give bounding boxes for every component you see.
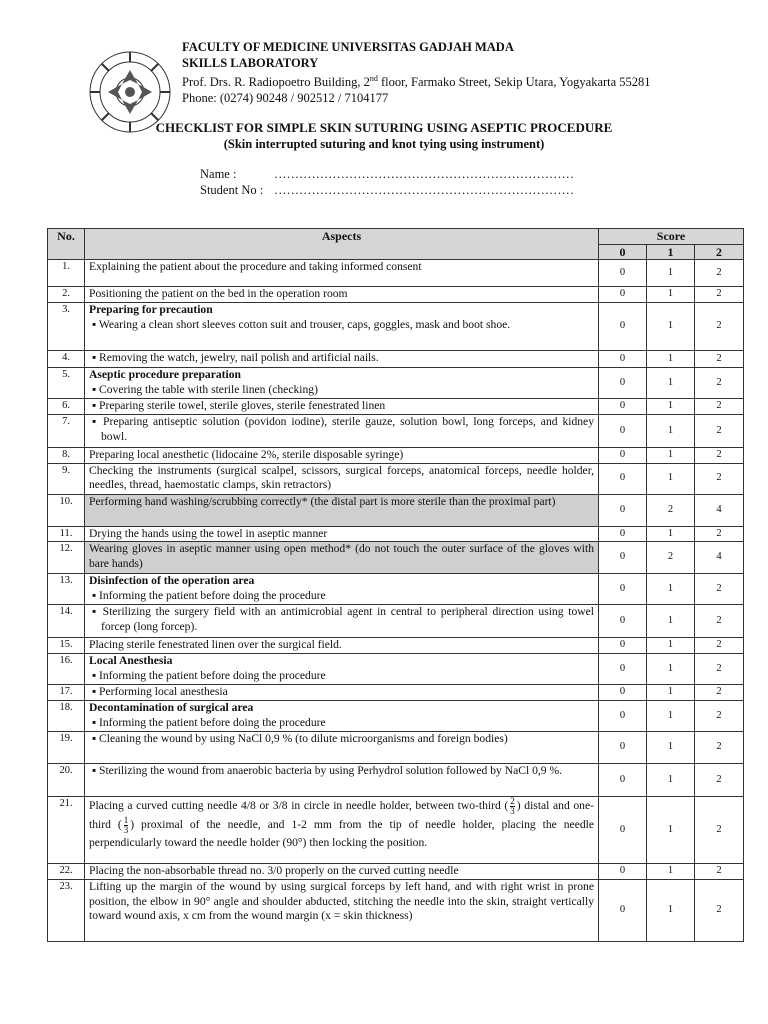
score-cell-2[interactable]: 2 [695,287,744,303]
score-cell-1[interactable]: 1 [647,287,695,303]
section-heading: Disinfection of the operation area [89,574,255,587]
checklist-table [47,228,744,942]
score-cell-2[interactable]: 2 [695,351,744,368]
row-aspect [85,368,599,399]
bullet-icon: ▪ [92,764,100,777]
score-cell-2[interactable]: 2 [695,368,744,399]
aspect-text [89,383,594,398]
score-cell-1[interactable]: 1 [647,764,695,797]
fraction-two-third: $\frac{2}{3}$ [510,796,515,816]
document-header [88,38,748,120]
row-number: 8. [48,448,85,464]
aspect-text [89,716,594,731]
table-row [48,415,744,448]
score-cell-2[interactable]: 2 [695,654,744,685]
row-aspect [85,542,599,574]
bullet-icon: ▪ [92,399,100,412]
score-cell-0[interactable]: 0 [599,880,647,942]
score-cell-1[interactable]: 1 [647,864,695,880]
row-number: 14. [48,605,85,638]
page-subtitle: (Skin interrupted suturing and knot tying using instrument) [223,137,545,151]
score-cell-2[interactable]: 2 [695,685,744,701]
row-aspect [85,415,599,448]
header-text [182,40,651,106]
bullet-icon: ▪ [92,605,103,618]
table-row [48,542,744,574]
lab-name: SKILLS LABORATORY [182,55,319,70]
aspect-text-content: Cleaning the wound by using NaCl 0,9 % (to dilute microorganisms and foreign bodies) [99,732,508,745]
score-cell-2[interactable]: 2 [695,526,744,542]
row-aspect [85,638,599,654]
table-row [48,880,744,942]
row-aspect [85,764,599,797]
aspect-text-b: ) distal and one-third ( [89,799,594,832]
score-cell-2[interactable]: 2 [695,880,744,942]
aspect-text: Placing the non-absorbable thread no. 3/0 properly on the curved cutting needle [89,864,459,877]
score-cell-0[interactable]: 0 [599,605,647,638]
score-header-1: 1 [647,244,695,260]
bullet-icon: ▪ [92,351,100,364]
row-number: 2. [48,287,85,303]
row-number: 12. [48,542,85,574]
row-number: 19. [48,732,85,764]
table-row [48,732,744,764]
faculty-name: FACULTY OF MEDICINE UNIVERSITAS GADJAH MADA [182,40,514,54]
aspect-text-content: Preparing antiseptic solution (povidon iodine), sterile gauze, solution bowl, long forceps, and kidney bowl. [101,415,594,443]
table-row [48,368,744,399]
score-cell-0[interactable]: 0 [599,448,647,464]
score-cell-2[interactable]: 4 [695,542,744,574]
score-cell-2[interactable]: 2 [695,864,744,880]
score-cell-2[interactable]: 2 [695,260,744,287]
aspect-text-content: Sterilizing the surgery field with an antimicrobial agent in central to peripheral direction using towel forcep (long forcep). [101,605,594,633]
aspect-text-content: Removing the watch, jewelry, nail polish and artificial nails. [99,351,379,364]
row-number: 13. [48,574,85,605]
row-aspect [85,494,599,526]
score-cell-0[interactable]: 0 [599,526,647,542]
table-row [48,399,744,415]
row-aspect [85,574,599,605]
aspect-text: Wearing gloves in aseptic manner using open method* (do not touch the outer surface of the gloves with bare hands) [89,542,594,570]
score-cell-0[interactable]: 0 [599,864,647,880]
score-cell-0[interactable]: 0 [599,732,647,764]
bullet-icon: ▪ [92,715,100,729]
score-cell-0[interactable]: 0 [599,574,647,605]
score-cell-0[interactable]: 0 [599,494,647,526]
aspect-text-content: Informing the patient before doing the procedure [99,588,326,602]
row-number: 9. [48,463,85,494]
aspect-text: Checking the instruments (surgical scalpel, scissors, surgical forceps, anatomical forceps, needle holder, needles, thread, haemostatic clamps, skin retractors) [89,463,594,491]
row-number: 11. [48,526,85,542]
aspect-text [89,732,594,747]
aspect-text-content: Wearing a clean short sleeves cotton suit and trouser, caps, goggles, mask and boot shoe. [98,317,511,331]
score-cell-1[interactable]: 1 [647,685,695,701]
row-aspect [85,605,599,638]
row-number: 21. [48,797,85,864]
table-row [48,494,744,526]
score-cell-2[interactable]: 2 [695,638,744,654]
row-aspect [85,526,599,542]
row-aspect [85,701,599,732]
table-row [48,260,744,287]
section-heading: Preparing for precaution [89,303,213,316]
aspect-text: Performing hand washing/scrubbing correctly* (the distal part is more sterile than the proximal part) [89,494,556,508]
aspect-text: Preparing local anesthetic (lidocaine 2%, sterile disposable syringe) [89,448,404,461]
table-row [48,864,744,880]
score-cell-2[interactable]: 2 [695,463,744,494]
score-cell-0[interactable]: 0 [599,701,647,732]
aspect-text-content: Preparing sterile towel, sterile gloves, sterile fenestrated linen [99,399,386,412]
score-cell-2[interactable]: 2 [695,732,744,764]
score-cell-0[interactable]: 0 [599,415,647,448]
col-score-header: Score [599,229,744,245]
score-cell-1[interactable]: 1 [647,399,695,415]
row-number: 23. [48,880,85,942]
aspect-text [89,351,594,366]
score-cell-1[interactable]: 1 [647,654,695,685]
score-header-2: 2 [695,244,744,260]
row-number: 1. [48,260,85,287]
table-row [48,685,744,701]
score-cell-2[interactable]: 2 [695,797,744,864]
row-number: 18. [48,701,85,732]
aspect-text [89,589,594,604]
score-cell-2[interactable]: 2 [695,574,744,605]
row-number: 17. [48,685,85,701]
bullet-icon: ▪ [92,668,100,682]
table-row [48,303,744,351]
row-aspect [85,685,599,701]
row-aspect [85,287,599,303]
fraction-one-third: $\frac{1}{3}$ [123,815,129,835]
score-cell-0[interactable]: 0 [599,463,647,494]
aspect-text [89,399,594,414]
score-cell-1[interactable]: 1 [647,605,695,638]
score-cell-1[interactable]: 1 [647,463,695,494]
table-row [48,526,744,542]
aspect-text-content: Performing local anesthesia [99,685,228,698]
score-cell-2[interactable]: 2 [695,399,744,415]
score-cell-1[interactable]: 1 [647,303,695,351]
table-row [48,287,744,303]
row-aspect [85,880,599,942]
score-cell-2[interactable]: 2 [695,448,744,464]
score-cell-0[interactable]: 0 [599,368,647,399]
bullet-icon: ▪ [92,382,100,396]
aspect-text-content: Informing the patient before doing the procedure [99,715,326,729]
row-number: 7. [48,415,85,448]
bullet-icon: ▪ [92,588,100,602]
table-row [48,351,744,368]
aspect-text [89,764,594,779]
score-cell-1[interactable]: 1 [647,732,695,764]
row-number: 20. [48,764,85,797]
aspect-text-c: ) proximal of the needle, and 1-2 mm from the tip of needle holder, placing the needle perpendicularly toward the needle holder (90°) then locking the position. [89,818,595,849]
aspect-text [89,318,594,333]
row-number: 3. [48,303,85,351]
row-aspect [85,463,599,494]
col-no-header: No. [48,229,85,260]
row-aspect [85,864,599,880]
row-aspect [85,732,599,764]
aspect-text: Positioning the patient on the bed in the operation room [89,287,348,300]
score-cell-1[interactable]: 1 [647,368,695,399]
score-cell-1[interactable]: 1 [647,574,695,605]
score-cell-0[interactable]: 0 [599,638,647,654]
score-cell-0[interactable]: 0 [599,351,647,368]
row-number: 15. [48,638,85,654]
aspect-text-a: Placing a curved cutting needle 4/8 or 3/8 in circle in needle holder, between two-third ( [89,799,509,813]
score-cell-1[interactable]: 1 [647,415,695,448]
row-aspect [85,797,599,864]
row-number: 4. [48,351,85,368]
row-number: 10. [48,494,85,526]
aspect-text [89,415,594,444]
table-row [48,574,744,605]
bullet-icon: ▪ [92,685,100,698]
score-cell-0[interactable]: 0 [599,654,647,685]
score-cell-0[interactable]: 0 [599,542,647,574]
score-cell-0[interactable]: 0 [599,287,647,303]
score-cell-1[interactable]: 1 [647,526,695,542]
score-cell-1[interactable]: 2 [647,542,695,574]
aspect-text-content: Sterilizing the wound from anaerobic bacteria by using Perhydrol solution followed by NaCl 0,9 %. [99,764,563,777]
row-number: 5. [48,368,85,399]
row-aspect [85,351,599,368]
table-row [48,463,744,494]
row-number: 6. [48,399,85,415]
score-cell-1[interactable]: 1 [647,638,695,654]
col-aspects-header: Aspects [85,229,599,260]
aspect-text [89,605,594,634]
name-field[interactable]: Name : ……………………………………………………………… [200,167,574,181]
score-cell-0[interactable]: 0 [599,685,647,701]
score-cell-0[interactable]: 0 [599,303,647,351]
score-header-0: 0 [599,244,647,260]
row-aspect [85,399,599,415]
student-fields [200,166,574,198]
section-heading: Decontamination of surgical area [89,701,254,714]
aspect-text-content: Informing the patient before doing the procedure [99,668,326,682]
aspect-text: Explaining the patient about the procedure and taking informed consent [89,260,422,273]
row-number: 22. [48,864,85,880]
bullet-icon: ▪ [92,732,100,745]
row-aspect [85,303,599,351]
page-title: CHECKLIST FOR SIMPLE SKIN SUTURING USING ASEPTIC PROCEDURE [155,120,613,135]
score-cell-2[interactable]: 4 [695,494,744,526]
score-cell-2[interactable]: 2 [695,303,744,351]
score-cell-1[interactable]: 1 [647,351,695,368]
score-cell-0[interactable]: 0 [599,260,647,287]
bullet-icon: ▪ [92,317,99,331]
score-cell-0[interactable]: 0 [599,399,647,415]
score-cell-1[interactable]: 1 [647,260,695,287]
table-row [48,797,744,864]
row-aspect [85,260,599,287]
row-aspect [85,448,599,464]
section-heading: Local Anesthesia [89,654,173,667]
table-row [48,605,744,638]
aspect-text-content: Covering the table with sterile linen (checking) [99,382,318,396]
aspect-text: Placing sterile fenestrated linen over the surgical field. [89,638,342,651]
score-cell-2[interactable]: 2 [695,605,744,638]
score-cell-2[interactable]: 2 [695,701,744,732]
score-cell-2[interactable]: 2 [695,415,744,448]
score-cell-1[interactable]: 2 [647,494,695,526]
aspect-text: Drying the hands using the towel in aseptic manner [89,526,328,540]
score-cell-0[interactable]: 0 [599,764,647,797]
score-cell-1[interactable]: 1 [647,797,695,864]
table-row [48,638,744,654]
table-row [48,448,744,464]
aspect-text [89,685,594,700]
score-cell-0[interactable]: 0 [599,797,647,864]
address: Prof. Drs. R. Radiopoetro Building, 2nd floor, Farmako Street, Sekip Utara, Yogyakarta 55281 [182,74,651,90]
row-aspect [85,654,599,685]
aspect-text: Lifting up the margin of the wound by using surgical forceps by left hand, and with right wrist in prone position, the elbow in 90° angle and shoulder abducted, stitching the needle into the skin, straight vertically toward wound axis, x cm from the wound margin (x = skin thickness) [89,880,594,922]
bullet-icon: ▪ [92,415,104,428]
aspect-text [89,669,594,684]
student-no-field[interactable]: Student No : ……………………………………………………………… [200,183,574,197]
score-cell-1[interactable]: 1 [647,880,695,942]
phone: Phone: (0274) 90248 / 902512 / 7104177 [182,90,389,105]
score-cell-1[interactable]: 1 [647,448,695,464]
score-cell-1[interactable]: 1 [647,701,695,732]
table-row [48,764,744,797]
table-row [48,701,744,732]
section-heading: Aseptic procedure preparation [89,368,241,381]
score-cell-2[interactable]: 2 [695,764,744,797]
table-row [48,654,744,685]
row-number: 16. [48,654,85,685]
